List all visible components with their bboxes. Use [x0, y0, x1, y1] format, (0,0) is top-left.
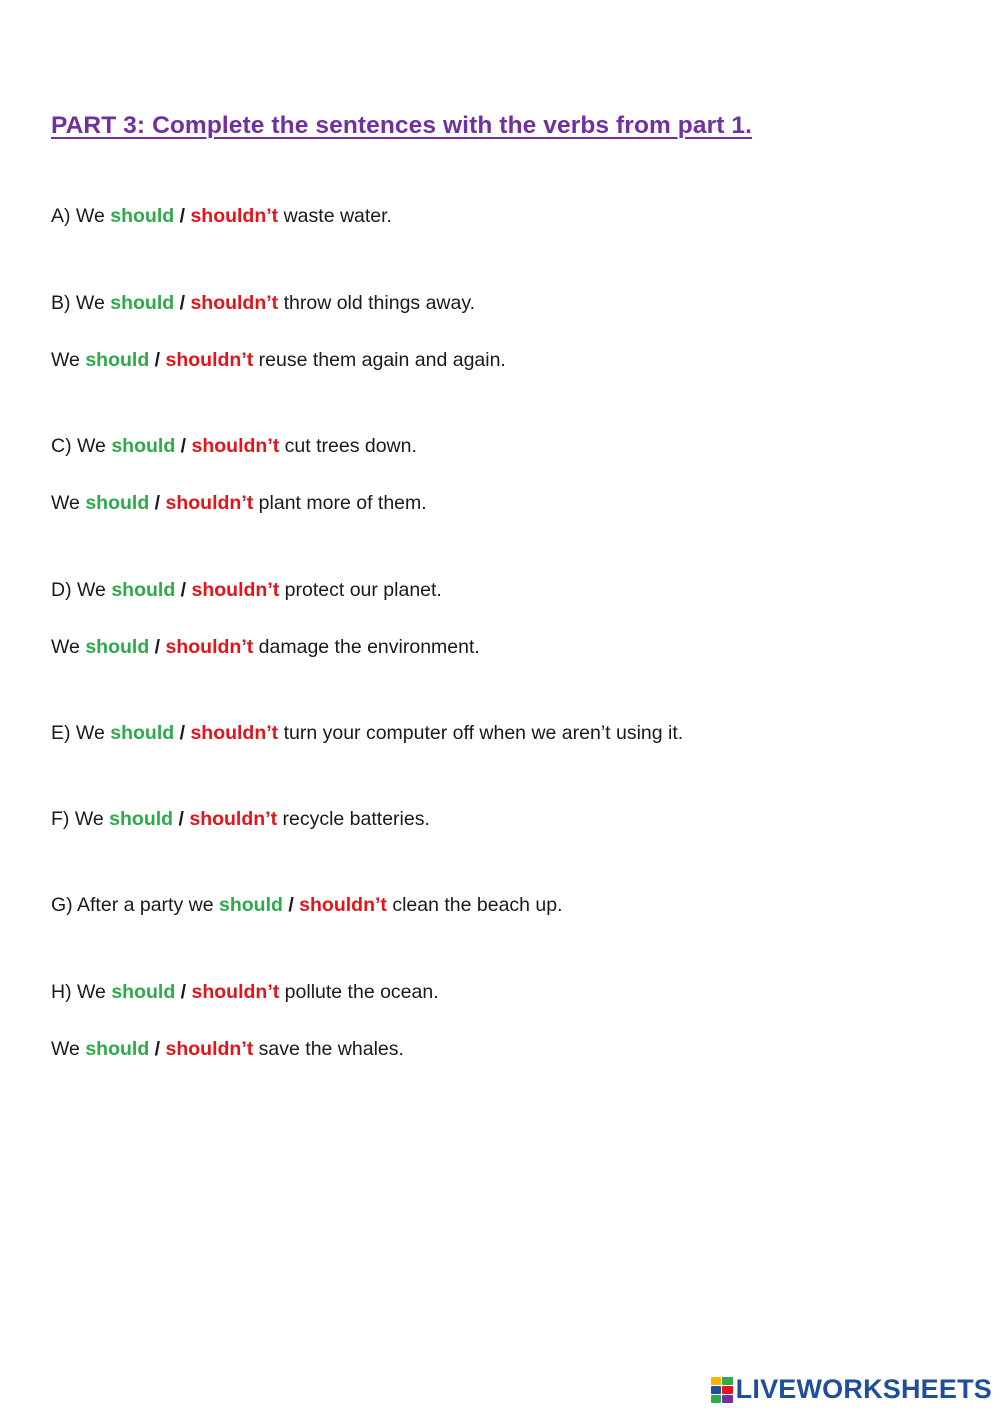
sentence-rest: plant more of them.: [258, 492, 427, 514]
option-should[interactable]: should: [110, 205, 175, 227]
option-should[interactable]: should: [218, 894, 283, 916]
sentence-prefix: We: [51, 349, 80, 371]
sentence-rest: pollute the ocean.: [284, 981, 439, 1003]
sentence-e: [51, 720, 683, 746]
sentence-prefix: We: [51, 492, 80, 514]
sentence-a: [51, 203, 392, 229]
sentence-prefix: E) We: [51, 722, 105, 744]
option-shouldnt[interactable]: shouldn’t: [191, 579, 280, 601]
sentence-rest: cut trees down.: [284, 435, 417, 457]
sentence-prefix: D) We: [51, 579, 106, 601]
sentence-g: [51, 892, 563, 918]
sentence-prefix: B) We: [51, 292, 105, 314]
option-shouldnt[interactable]: shouldn’t: [190, 722, 279, 744]
option-separator: /: [179, 205, 186, 227]
sentence-d2: [51, 634, 480, 660]
sentence-rest: save the whales.: [258, 1038, 404, 1060]
sentence-rest: recycle batteries.: [282, 808, 430, 830]
option-separator: /: [154, 349, 161, 371]
option-separator: /: [288, 894, 294, 916]
logo-icon: [711, 1377, 733, 1403]
option-should[interactable]: should: [111, 579, 176, 601]
page-title: PART 3: Complete the sentences with the verbs from part 1.: [51, 112, 753, 139]
sentence-b2: [51, 347, 506, 373]
sentence-f: [51, 806, 430, 832]
option-should[interactable]: should: [85, 349, 150, 371]
sentence-h2: [51, 1036, 404, 1062]
liveworksheets-logo: [711, 1374, 992, 1405]
sentence-prefix: H) We: [51, 981, 106, 1003]
sentence-rest: clean the beach up.: [392, 894, 563, 916]
sentence-c2: [51, 490, 427, 516]
sentence-prefix: F) We: [51, 808, 104, 830]
option-should[interactable]: should: [109, 808, 174, 830]
option-should[interactable]: should: [110, 722, 175, 744]
option-separator: /: [179, 722, 186, 744]
logo-text: LIVEWORKSHEETS: [735, 1374, 992, 1404]
option-shouldnt[interactable]: shouldn’t: [299, 894, 387, 916]
option-separator: /: [180, 579, 187, 601]
sentence-prefix: We: [51, 636, 80, 658]
option-separator: /: [154, 492, 161, 514]
sentence-h1: [51, 979, 439, 1005]
option-shouldnt[interactable]: shouldn’t: [165, 1038, 254, 1060]
option-shouldnt[interactable]: shouldn’t: [165, 636, 254, 658]
sentence-rest: waste water.: [283, 205, 392, 227]
sentence-b1: [51, 290, 475, 316]
option-shouldnt[interactable]: shouldn’t: [165, 349, 254, 371]
sentence-rest: damage the environment.: [258, 636, 480, 658]
option-should[interactable]: should: [111, 435, 176, 457]
sentence-rest: throw old things away.: [283, 292, 476, 314]
option-should[interactable]: should: [85, 636, 150, 658]
option-shouldnt[interactable]: shouldn’t: [190, 205, 279, 227]
option-shouldnt[interactable]: shouldn’t: [189, 808, 278, 830]
option-separator: /: [180, 435, 187, 457]
sentence-rest: reuse them again and again.: [258, 349, 506, 371]
sentence-prefix: C) We: [51, 435, 106, 457]
sentence-rest: protect our planet.: [284, 579, 442, 601]
option-separator: /: [179, 292, 186, 314]
option-should[interactable]: should: [110, 292, 175, 314]
option-should[interactable]: should: [85, 492, 150, 514]
option-shouldnt[interactable]: shouldn’t: [190, 292, 279, 314]
option-should[interactable]: should: [85, 1038, 150, 1060]
sentence-prefix: A) We: [51, 205, 105, 227]
option-separator: /: [180, 981, 187, 1003]
option-shouldnt[interactable]: shouldn’t: [191, 981, 280, 1003]
sentence-d1: [51, 577, 442, 603]
option-should[interactable]: should: [111, 981, 176, 1003]
sentence-rest: turn your computer off when we aren’t using it.: [283, 722, 684, 744]
option-separator: /: [154, 1038, 161, 1060]
sentence-prefix: We: [51, 1038, 80, 1060]
option-separator: /: [178, 808, 184, 830]
option-shouldnt[interactable]: shouldn’t: [165, 492, 254, 514]
sentence-prefix: G) After a party we: [51, 894, 214, 916]
sentence-c1: [51, 433, 417, 459]
option-shouldnt[interactable]: shouldn’t: [191, 435, 280, 457]
option-separator: /: [154, 636, 161, 658]
